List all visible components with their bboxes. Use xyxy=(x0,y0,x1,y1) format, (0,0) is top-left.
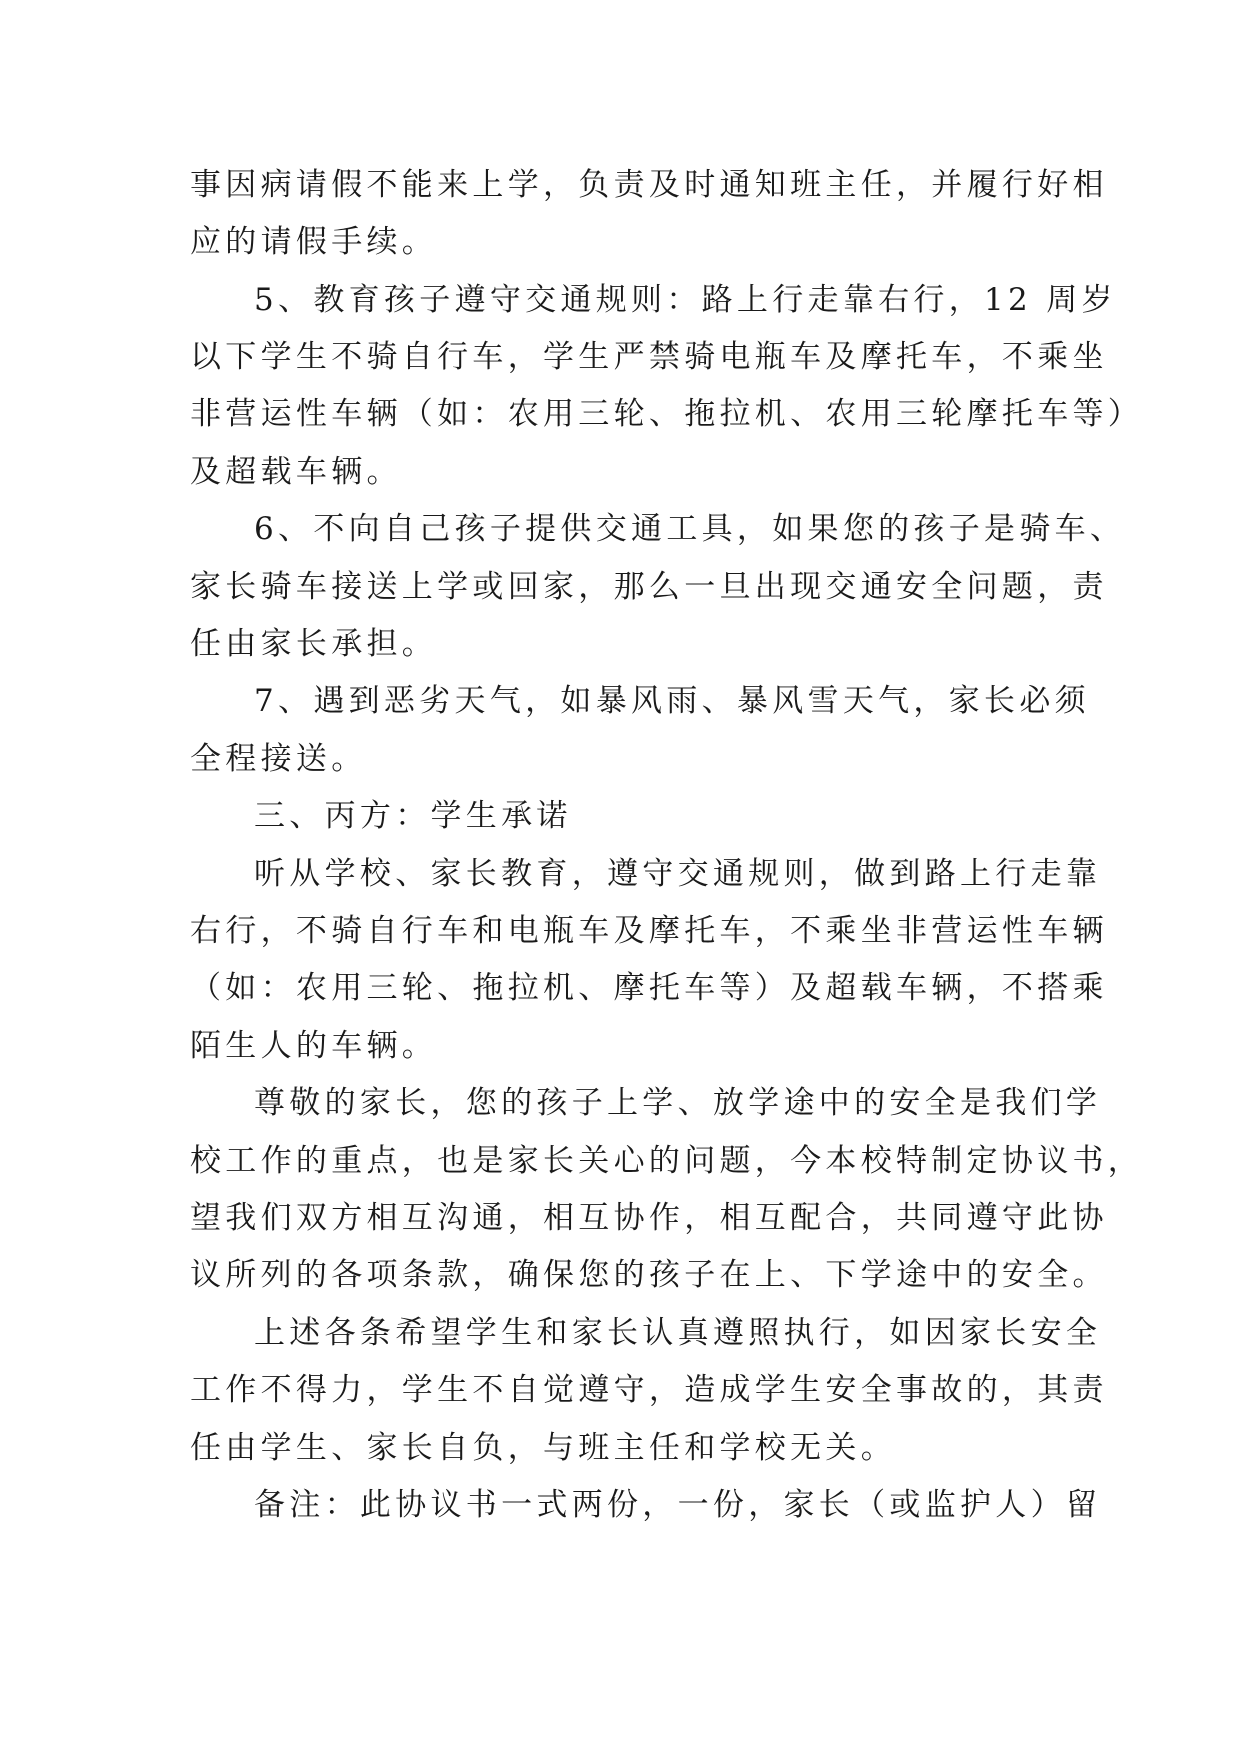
text-line: 陌生人的车辆。 xyxy=(190,1028,438,1064)
text-line: 家长骑车接送上学或回家，那么一旦出现交通安全问题，责 xyxy=(190,569,1108,605)
text-line: 事因病请假不能来上学，负责及时通知班主任，并履行好相 xyxy=(190,167,1108,203)
text-line: 议所列的各项条款，确保您的孩子在上、下学途中的安全。 xyxy=(190,1257,1108,1293)
text-line: 5、教育孩子遵守交通规则：路上行走靠右行，12 周岁 xyxy=(254,282,1117,318)
text-line: （如：农用三轮、拖拉机、摩托车等）及超载车辆，不搭乘 xyxy=(190,970,1108,1006)
text-line: 望我们双方相互沟通，相互协作，相互配合，共同遵守此协 xyxy=(190,1200,1108,1236)
text-line: 任由家长承担。 xyxy=(190,626,438,662)
text-line: 右行，不骑自行车和电瓶车及摩托车，不乘坐非营运性车辆 xyxy=(190,913,1108,949)
text-line: 以下学生不骑自行车，学生严禁骑电瓶车及摩托车，不乘坐 xyxy=(190,339,1108,375)
text-line: 上述各条希望学生和家长认真遵照执行，如因家长安全 xyxy=(254,1315,1102,1351)
text-line: 工作不得力，学生不自觉遵守，造成学生安全事故的，其责 xyxy=(190,1372,1108,1408)
text-line: 听从学校、家长教育，遵守交通规则，做到路上行走靠 xyxy=(254,856,1102,892)
text-line: 尊敬的家长，您的孩子上学、放学途中的安全是我们学 xyxy=(254,1085,1102,1121)
text-line: 全程接送。 xyxy=(190,741,367,777)
text-line: 6、不向自己孩子提供交通工具，如果您的孩子是骑车、 xyxy=(254,511,1126,547)
text-line: 非营运性车辆（如：农用三轮、拖拉机、农用三轮摩托车等） xyxy=(190,396,1144,432)
text-line: 应的请假手续。 xyxy=(190,224,438,260)
text-line: 备注：此协议书一式两份，一份，家长（或监护人）留 xyxy=(254,1487,1102,1523)
section-heading: 三、丙方：学生承诺 xyxy=(254,798,572,834)
text-line: 及超载车辆。 xyxy=(190,454,402,490)
text-line: 7、遇到恶劣天气，如暴风雨、暴风雪天气，家长必须 xyxy=(254,683,1090,719)
text-line: 校工作的重点，也是家长关心的问题，今本校特制定协议书， xyxy=(190,1143,1144,1179)
text-line: 任由学生、家长自负，与班主任和学校无关。 xyxy=(190,1430,896,1466)
